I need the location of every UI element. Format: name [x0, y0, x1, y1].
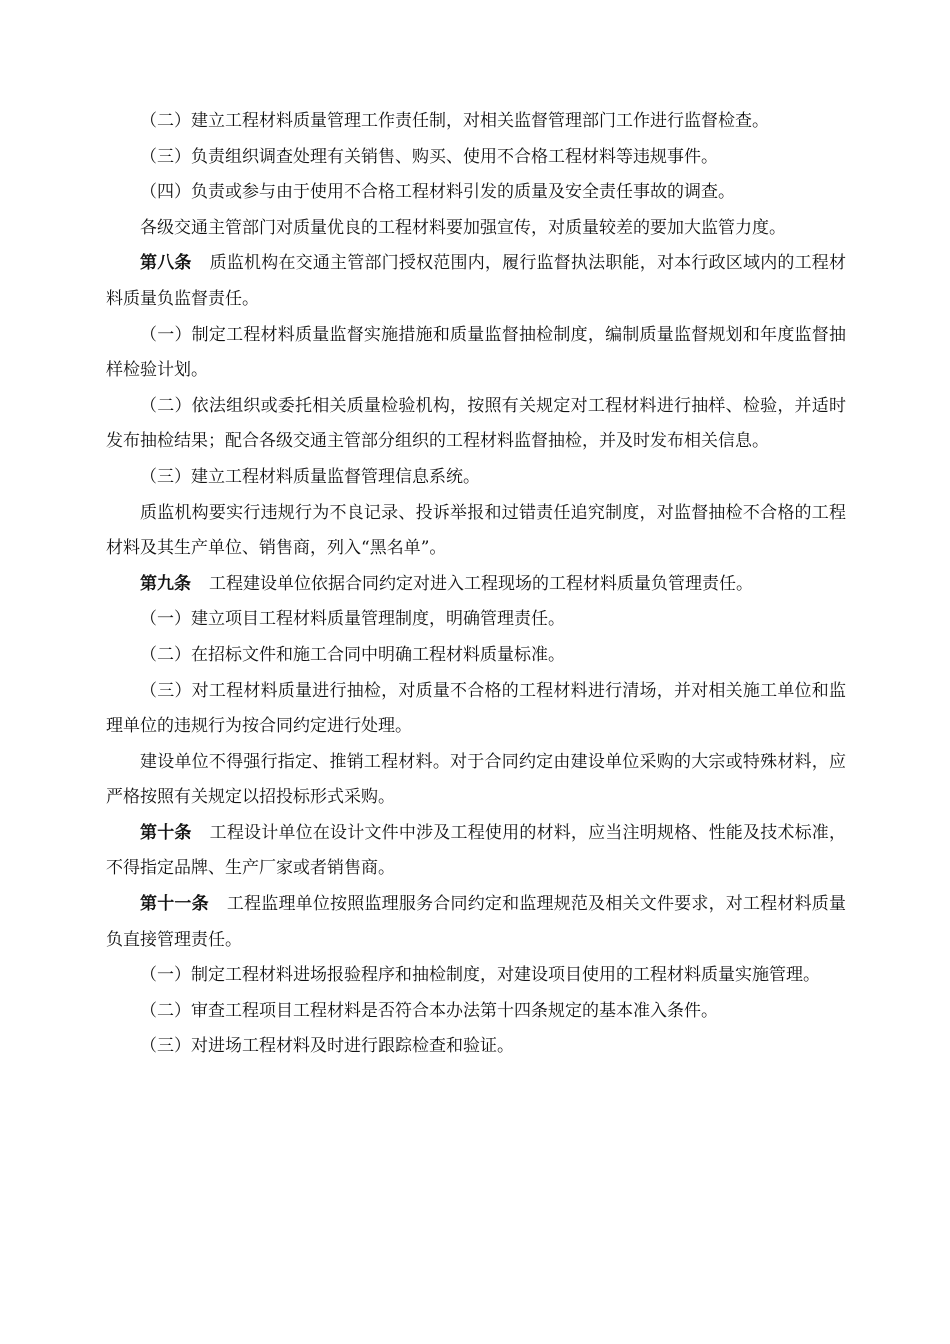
- paragraph-text: （一）建立项目工程材料质量管理制度，明确管理责任。: [140, 609, 565, 630]
- paragraph-text: （二）审查工程项目工程材料是否符合本办法第十四条规定的基本准入条件。: [140, 1000, 718, 1021]
- paragraph: [106, 1029, 846, 1065]
- paragraph-text: （三）对工程材料质量进行抽检，对质量不合格的工程材料进行清场，并对相关施工单位和监理单位的违规行为按合同约定进行处理。: [106, 680, 846, 737]
- article-paragraph: [106, 246, 846, 317]
- article-number: 第十一条: [140, 894, 209, 915]
- paragraph: [106, 638, 846, 674]
- paragraph-text: （三）负责组织调查处理有关销售、购买、使用不合格工程材料等违规事件。: [140, 146, 718, 167]
- paragraph-text: 建设单位不得强行指定、推销工程材料。对于合同约定由建设单位采购的大宗或特殊材料，应严格按照有关规定以招投标形式采购。: [106, 751, 846, 808]
- paragraph: [106, 958, 846, 994]
- paragraph-text: （三）对进场工程材料及时进行跟踪检查和验证。: [140, 1036, 514, 1057]
- paragraph-text: 各级交通主管部门对质量优良的工程材料要加强宣传，对质量较差的要加大监管力度。: [140, 217, 786, 238]
- paragraph: [106, 460, 846, 496]
- paragraph: [106, 496, 846, 567]
- paragraph: [106, 140, 846, 176]
- paragraph-text: 工程监理单位按照监理服务合同约定和监理规范及相关文件要求，对工程材料质量负直接管理责任。: [106, 894, 847, 950]
- article-paragraph: [106, 887, 846, 958]
- paragraph: [106, 994, 846, 1030]
- article-paragraph: [106, 816, 846, 887]
- paragraph-text: （二）在招标文件和施工合同中明确工程材料质量标准。: [140, 644, 565, 665]
- paragraph: [106, 104, 846, 140]
- paragraph: [106, 175, 846, 211]
- paragraph-text: 质监机构要实行违规行为不良记录、投诉举报和过错责任追究制度，对监督抽检不合格的工程材料及其生产单位、销售商，列入“黑名单”。: [106, 502, 846, 559]
- paragraph: [106, 318, 846, 389]
- paragraph-text: （二）依法组织或委托相关质量检验机构，按照有关规定对工程材料进行抽样、检验，并适时发布抽检结果；配合各级交通主管部分组织的工程材料监督抽检，并及时发布相关信息。: [106, 395, 846, 452]
- paragraph-text: 工程设计单位在设计文件中涉及工程使用的材料，应当注明规格、性能及技术标准，不得指定品牌、生产厂家或者销售商。: [106, 822, 847, 879]
- article-number: 第八条: [140, 253, 192, 274]
- paragraph-text: （三）建立工程材料质量监督管理信息系统。: [140, 466, 480, 487]
- document-page: [106, 104, 846, 1065]
- paragraph-text: （一）制定工程材料进场报验程序和抽检制度，对建设项目使用的工程材料质量实施管理。: [140, 965, 820, 986]
- paragraph: [106, 602, 846, 638]
- paragraph: [106, 389, 846, 460]
- paragraph-text: （二）建立工程材料质量管理工作责任制，对相关监督管理部门工作进行监督检查。: [140, 111, 769, 131]
- paragraph-text: 质监机构在交通主管部门授权范围内，履行监督执法职能，对本行政区域内的工程材料质量负监督责任。: [106, 253, 847, 309]
- paragraph-text: （一）制定工程材料质量监督实施措施和质量监督抽检制度，编制质量监督规划和年度监督抽样检验计划。: [106, 324, 846, 381]
- paragraph: [106, 674, 846, 745]
- paragraph-text: （四）负责或参与由于使用不合格工程材料引发的质量及安全责任事故的调查。: [140, 182, 735, 203]
- article-number: 第九条: [140, 573, 191, 594]
- article-paragraph: [106, 567, 846, 603]
- paragraph-text: 工程建设单位依据合同约定对进入工程现场的工程材料质量负管理责任。: [209, 573, 753, 594]
- paragraph: [106, 745, 846, 816]
- paragraph: [106, 211, 846, 247]
- article-number: 第十条: [140, 822, 192, 843]
